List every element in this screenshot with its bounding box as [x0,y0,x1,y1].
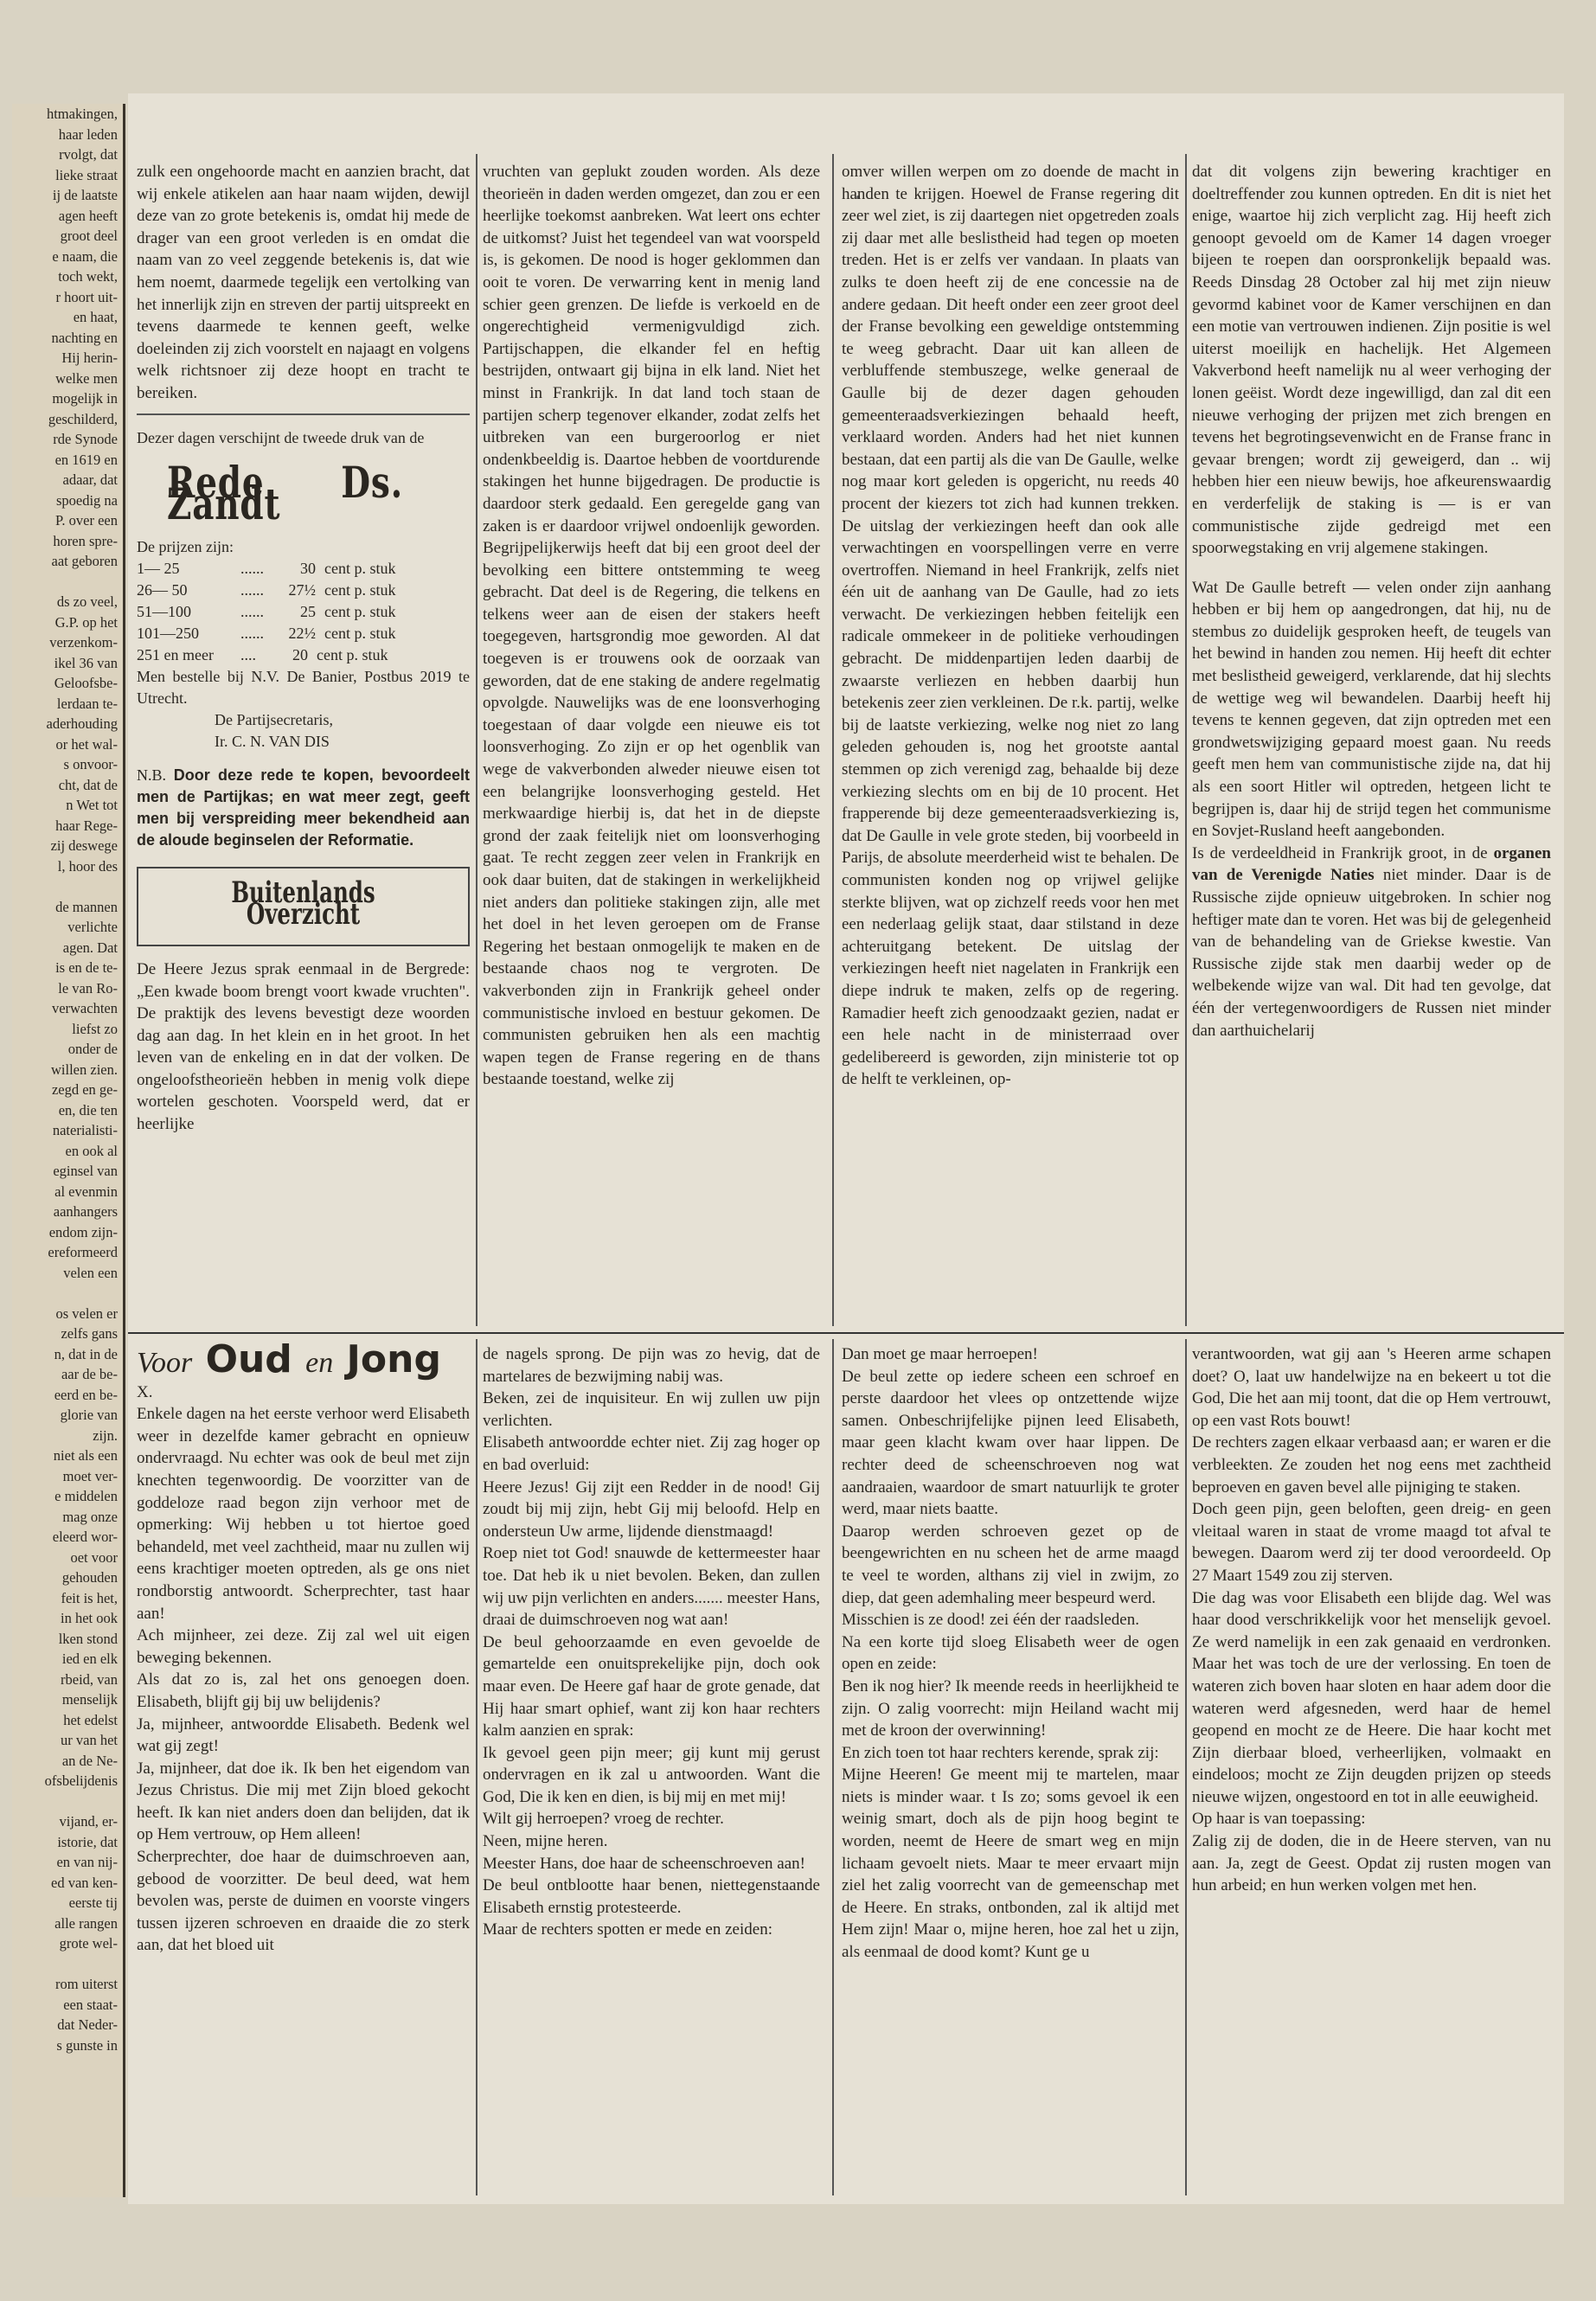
prev-page-line: haar leden [58,125,118,143]
prev-page-line: cht, dat de [58,776,118,793]
prev-page-line: eerste tij [68,1894,118,1911]
prev-page-line: os velen er [55,1304,118,1322]
order-info: Men bestelle bij N.V. De Banier, Postbus 2019 te Utrecht. [137,667,470,707]
bottom-column-1 [137,1337,470,1957]
newspaper-page [128,93,1564,2204]
story-text: verantwoorden, wat gij aan 's Heeren arme schapen doet? O, laat uw handelwijze na en bekeert u tot die God, Die het aan mij toont, dat die op Hem vertrouwt, op een vast Rots bouwt! De rechters zagen elkaar verbaasd aan; er waren er die verbleekten. Ze zouden het nog eens met zachtheid beproeven en gaven bevel alle pijniging te staken. Doch geen pijn, geen beloften, geen dreig- en geen vleitaal waren in staat de vrome maagd tot afval te bewegen. Daarom werd zij ter dood veroordeeld. Op 27 Maart 1549 zou zij sterven. Die dag was voor Elisabeth een blijde dag. Wel was haar dood verschrikkelijk voor het menselijk gevoel. Ze werd namelijk in een zak genaaid en verdronken. Maar het was toch de ure der verlossing. En toen de wateren zich boven haar sloten en haar adem door die wateren werd afgesneden, werd haar de hemel geopend en mocht ze de Heere. Die haar kocht met Zijn dierbaar bloed, verheerlijken, volmaakt en eindeloos; mocht ze Zijn deugden prijzen op steeds nieuwe wijzen, ongestoord en tot in alle eeuwigheid. Op haar is van toepassing: Zalig zij de doden, die in de Heere sterven, van nu aan. Ja, zegt de Geest. Opdat zij rusten mogen van hun arbeid; en hun werken volgen met hen. [1192,1345,1551,1895]
price-row: 101—250 ...... 22½ cent p. stuk [137,624,396,642]
prev-page-line: aar de be- [61,1366,118,1382]
prev-page-line: vijand, er- [59,1813,118,1830]
price-row: 51—100 ...... 25 cent p. stuk [137,602,396,620]
story-text: Enkele dagen na het eerste verhoor werd Elisabeth weer in dezelfde kamer gebracht en opnieuw ondervraagd. Nu echter was ook de beul met zijn knechten tegenwoordig. De voorzitter van de goddeloze raad begon zijn verhoor met de opmerking: Wij hebben u tot hiertoe goed behandeld, met veel zachtheid, maar nu zullen wij eens krachtiger moeten optreden, als ge ons niet rondborstig antwoordt. Scherprechter, tast haar aan! Ach mijnheer, zei deze. Zij zal wel uit eigen beweging bekennen. Als dat zo is, zal het ons genoegen doen. Elisabeth, blijft gij bij uw belijdenis? Ja, mijnheer, antwoordde Elisabeth. Bedenk wel wat gij zegt! Ja, mijnheer, dat doe ik. Ik ben het eigendom van Jezus Christus. Die mij met Zijn bloed gekocht heeft. Ik kan niet anders doen dan belijden, dat ik op Hem vertrouw, op Hem alleen! Scherprechter, doe haar de duimschroeven aan, gebood de voorzitter. De beul deed, wat hem bevolen was, perste de duimen en voorste vingers tussen ijzeren schroeven en draaide die zo sterk aan, dat het bloed uit [137,1405,470,1955]
prev-page-line: moet ver- [62,1467,118,1484]
article-continuation: zulk een ongehoorde macht en aanzien bracht, dat wij enkele atikelen aan haar naam wijden, dewijl deze van zo grote betekenis is, omdat hij mede de drager van een groot verleden is en omdat die naam van zo veel zeggende betekenis is, dat wie hem noemt, daarmede tegelijk een vertolking van het innerlijk zijn en streven der partij uitspreekt en tevens daarmede te kennen geeft, welke doeleinden zij zich voorstelt en najaagt en volgens welk richtsnoer zij deze hoopt en tracht te bereiken. [137,163,470,402]
prev-page-line: zegd en ge- [51,1081,118,1098]
prev-page-line: ofsbelijdenis [44,1772,118,1789]
prev-page-line: verlichte [67,919,118,935]
prev-page-line: aanhangers [53,1203,118,1220]
prev-page-line: agen heeft [58,207,118,224]
prev-page-line: rom uiterst [55,1976,118,1992]
prev-page-line: oet voor [70,1548,118,1566]
prev-page-line: adaar, dat [62,471,118,488]
prev-page-line: glorie van [60,1407,118,1423]
prev-page-line: alle rangen [54,1914,118,1932]
section-title: Buitenlands Overzicht [231,875,375,933]
bottom-column-2 [483,1343,820,1941]
price-row: 1— 25 ...... 30 cent p. stuk [137,559,396,577]
article-text: Wat De Gaulle betreft — velen onder zijn aanhang hebben er bij hem op aangedrongen, dat hij, nu de stembus zo duidelijk gesproken heeft, de teugels van het bewind in handen zou nemen. Hij heeft dit echter met beslistheid geweigerd, verklarende, dat hij slechts de wettige weg wil bewandelen. Daarbij heeft hij tevens te kennen gegeven, dat zijn optreden met een grondwetswijziging gepaard moest gaan. Nu reeds geeft men hem van communistische zijde na, dat hij als een soort Hitler wil optreden, hetgeen licht te begrijpen is, daar hij de strijd tegen het communisme en Sovjet-Rusland heeft aangebonden. [1192,578,1551,841]
prev-page-line: niet als een [53,1447,118,1464]
top-column-2 [483,161,820,1091]
prev-page-line: geschilderd, [48,410,118,427]
prev-page-line: ied en elk [61,1650,118,1667]
nb-note: N.B. Door deze rede te kopen, bevoordeelt men de Partijkas; en wat meer zegt, geeft men bij verspreiding meer bekendheid aan de aloude beginselen der Reformatie. [137,766,470,849]
prev-page-line [12,1954,123,1975]
bottom-column-4 [1192,1343,1551,1897]
column-rule [476,154,478,1326]
prev-page-line: nachting en [51,329,118,346]
feature-title: Voor Oud en Jong [137,1337,441,1381]
prev-page-line: r hoort uit- [55,288,118,305]
prev-page-line: velen een [63,1264,118,1281]
signature: De Partijsecretaris, Ir. C. N. VAN DIS [215,710,333,750]
prev-page-line: grote wel- [59,1935,118,1952]
prev-page-line: het edelst [63,1711,118,1728]
prev-page-line: s gunste in [56,2036,118,2054]
prev-page-line: le van Ro- [58,979,118,997]
column-rule [1185,1339,1187,2195]
prev-page-line: mag onze [62,1508,118,1525]
prev-page-line: verwachten [51,1000,118,1016]
article-text: Is de verdeeldheid in Frankrijk groot, in de organen van de Verenigde Naties niet minder. Daar is de Russische zijde opnieuw uitgebroken. In schier nog heftiger mate dan te voren. Het was bij de gelegenheid van de behandeling van de Griekse kwestie. Van Russische zijde stak men daarbij weder op de welbekende wijze van wal. Dit had ten gevolge, dat één der vertegenwoordigers de Russen niet minder dan aarthuichelarij [1192,843,1551,1040]
chapter-number: X. [137,1382,153,1401]
column-rule [832,1339,834,2195]
prev-page-line: groot deel [60,228,118,244]
prev-page-line: rbeid, van [61,1670,118,1688]
prev-page-line: ur van het [61,1732,118,1748]
prev-page-line: htmakingen, [46,106,118,122]
advertisement [137,427,470,851]
ad-intro: Dezer dagen verschijnt de tweede druk van de [137,428,425,446]
prev-page-line: ed van ken- [51,1874,118,1891]
prev-page-line: lerdaan te- [56,695,118,712]
prev-page-line: istorie, dat [57,1833,118,1850]
prev-page-line: gehouden [61,1569,118,1586]
prices-label: De prijzen zijn: [137,537,234,555]
prev-page-line: ds zo veel, [56,593,118,610]
top-column-1 [137,161,470,1136]
prev-page-line [12,572,123,593]
prev-page-line: rde Synode [53,431,118,447]
prev-page-line: zijn. [93,1426,118,1444]
prev-page-line: en haat, [73,309,118,325]
prev-page-line: G.P. op het [54,613,118,631]
prev-page-line: zij deswege [50,837,118,854]
price-list [137,536,470,709]
column-rule [832,154,834,1326]
prev-page-line: an de Ne- [61,1752,118,1769]
bottom-column-3 [842,1343,1179,1964]
prev-page-line: en ook al [65,1142,118,1159]
prev-page-line: spoedig na [55,491,118,509]
prev-page-line: l, hoor des [57,857,118,875]
prev-page-line: horen spre- [53,532,118,549]
prev-page-line: eleerd wor- [52,1529,118,1545]
prev-page-line: de mannen [55,898,118,915]
prev-page-line: verzenkom- [49,634,118,651]
prev-page-line: en van nij- [56,1854,118,1870]
prev-page-line: Geloofsbe- [54,675,118,691]
prev-page-line: welke men [55,369,118,387]
prev-page-line: lieke straat [55,166,118,183]
top-column-3 [842,161,1179,1091]
column-rule [476,1339,478,2195]
prev-page-line: in het ook [61,1610,118,1626]
prev-page-line: en, die ten [58,1101,118,1118]
prev-page-line: ij de laatste [52,187,118,203]
prev-page-line: menselijk [61,1691,118,1708]
top-column-4 [1192,161,1551,1042]
prev-page-line: toch wekt, [58,268,118,285]
prev-page-line: haar Rege- [55,817,118,834]
price-row: 26— 50 ...... 27½ cent p. stuk [137,580,396,599]
prev-page-line: e naam, die [52,247,118,265]
prev-page-line: P. over een [55,512,118,529]
prev-page-line: onder de [67,1041,118,1057]
prev-page-line: n, dat in de [54,1345,118,1362]
story-text: de nagels sprong. De pijn was zo hevig, dat de martelares de bezwijming nabij was. Beken, zei de inquisiteur. En wij zullen uw pijn verlichten. Elisabeth antwoordde echter niet. Zij zag hoger op en bad overluid: Heere Jezus! Gij zijt een Redder in de nood! Gij zoudt bij mij zijn, hebt Gij mij beloofd. Help en ondersteun Uw arme, lijdende dienstmaagd! Roep niet tot God! snauwde de kettermeester haar toe. Dat heb ik u niet bevolen. Beken, dan zullen wij uw pijn verlichten en anders....... meester Hans, draai de duimschroeven nog wat aan! De beul gehoorzaamde en even gevoelde de gemartelde een onuitsprekelijke pijn, doch ook maar even. De Heere gaf haar de grote genade, dat Hij haar smart ophief, want zij kon haar rechters kalm aanzien en sprak: Ik gevoel geen pijn meer; gij kunt mij gerust ondervragen en ik zal u antwoorden. Want die God, Die ik ken en dien, is bij mij en met mij! Wilt gij herroepen? vroeg de rechter. Neen, mijne heren. Meester Hans, doe haar de scheenschroeven aan! De beul ontblootte haar benen, niettegenstaande Elisabeth ernstig protesteerde. Maar de rechters spotten er mede en zeiden: [483,1345,820,1939]
prev-page-line: lken stond [58,1630,118,1647]
prev-page-line: or het wal- [55,735,118,753]
prev-page-line: mogelijk in [52,390,118,407]
prev-page-line: eginsel van [53,1163,118,1179]
prev-page-line: willen zien. [51,1061,118,1078]
prev-page-line: naterialisti- [52,1122,118,1138]
prev-page-line [12,1791,123,1812]
prev-page-line: een staat- [63,1996,118,2013]
prev-page-line: Hij herin- [61,349,118,366]
column-rule [1185,154,1187,1326]
overview-intro: De Heere Jezus sprak eenmaal in de Bergrede: „Een kwade boom brengt voort kwade vruchten". De praktijk des levens bevestigt deze woorden dag aan dag. In het klein en in het groot. In het leven van de enkeling en in dat der volken. De ongeloofstheorieën hebben in menig volk diepe wortelen geschoten. Voorspeld werd, dat er heerlijke [137,959,470,1134]
prev-page-line [12,876,123,897]
prev-page-line: rvolgt, dat [59,146,118,163]
prev-page-line [12,1283,123,1304]
prev-page-line: en 1619 en [54,451,118,468]
prev-page-line: e middelen [54,1488,118,1504]
prev-page-line: liefst zo [72,1020,118,1037]
prev-page-line: aat geboren [51,553,118,569]
prev-page-line: aderhouding [46,715,118,732]
prev-page-line: s onvoor- [63,756,118,772]
prev-page-line: agen. Dat [62,939,118,956]
prev-page-line: ereformeerd [48,1244,118,1260]
article-text: dat dit volgens zijn bewering krachtiger en doeltreffender zou kunnen optreden. En dit is niet het enige, waartoe hij zich verplicht zag. Hij heeft zich genoopt gevoeld om de Kamer 14 dagen vroeger bijeen te roepen dan oorspronkelijk bepaald was. Reeds Dinsdag 28 October zal hij met zijn nieuw gevormd kabinet voor de Kamer verschijnen en dan een motie van vertrouwen indienen. Zijn positie is wel uiterst moeilijk en hachelijk. Het Algemeen Vakverbond heeft namelijk nu al weer verhoging der lonen geëist. Wordt deze ingewilligd, dan zal dit een nieuwe verhoging der prijzen met zich brengen en tevens het begrotingsevenwicht en de Franse franc in gevaar brengen; wordt zij geweigerd, dan .. wij hebben hier een nieuw bewijs, hoe afkeurenswaardig en verderfelijk de staking is — is er van communistische zijde gedreigd met een spoorwegstaking en vrij algemene stakingen. [1192,163,1551,558]
prev-page-line: zelfs gans [61,1325,118,1342]
previous-page-edge [12,104,125,2197]
article-text: vruchten van geplukt zouden worden. Als deze theorieën in daden werden omgezet, dan zou er een heerlijke toekomst aanbreken. Wat leert ons echter de uitkomst? Juist het tegendeel van wat voorspeld is, is gekomen. De nood is hoger geklommen dan ooit te voren. De verwarring kent in menig land schier geen grenzen. De liefde is verkoeld en de ongerechtigheid vermenigvuldigd zich. Partijschappen, die elkander fel en heftig bestrijden, ontwaart gij bijna in elk land. Niet het minst in Frankrijk. In dat land toch staan de partijen scherp tegenover elkander, zodat zelfs het uitbreken van een burgeroorlog er niet ondenkbeeldig is. Daartoe hebben de voortdurende stakingen het hunne bijgedragen. De productie is daardoor sterk gedaald. Een geregelde gang van zaken is er daardoor vrijwel ondoenlijk geworden. Begrijpelijkerwijs heeft dat bij een groot deel der bevolking een bittere ontstemming te weeg gebracht. Dat deel is de Regering, die telkens en telkens weer aan de eisen der stakers heeft toegegeven, hartsgrondig moe geworden. Al dat toegeven is er trouwens ook de oorzaak van geworden, dat de ene staking de andere regelmatig opvolgde. Nauwelijks was de ene loonsverhoging toegestaan of daar volgde een nieuwe eis tot loonsverhoging. Zo zijn er op het ogenblik van wege de vakverbonden alweder nieuwe eisen tot een belangrijke loonsverhoging gesteld. Het merkwaardige hierbij is, dat het in de diepste grond der zaak feitelijk niet om loonsverhoging gaat. Te recht zeggen zeer velen in Frankrijk en ook daar buiten, dat de stakingen in werkelijkheid niet anders dan politieke stakingen zijn, alle met het doel in het leven geroepen om de Franse Regering het bestaan onmogelijk te maken en de bestaande chaos nog te vergroten. De vakverbonden zijn in Frankrijk geheel onder communistische invloed en bestuur gekomen. De communisten gebruiken hen als een machtig wapen tegen de Franse regering en de thans bestaande toestand, welke zij [483,163,820,1089]
price-row: 251 en meer .... 20 cent p. stuk [137,645,388,663]
article-text: omver willen werpen om zo doende de macht in handen te krijgen. Hoewel de Franse regering dit zeer wel ziet, is zij daartegen niet opgetreden zoals zij daar met alle beslistheid had tegen op moeten treden. Het is er zelfs ver vandaan. In plaats van zulks te doen heeft zij de ene concessie na de andere gedaan. Dit heeft onder een zeer groot deel der Franse bevolking een geweldige ontstemming te weeg gebracht. Daar uit kan alleen de verbluffende stembuszege, welke generaal de Gaulle bij de dezer dagen gehouden gemeenteraadsverkiezingen behaald heeft, verklaard worden. Anders had het niet kunnen bestaan, dat een partij als die van De Gaulle, welke nog maar kort geleden is opgericht, nu reeds 40 procent der kiezers tot zich had kunnen trekken. De uitslag der verkiezingen heeft dan ook alle verwachtingen en voorspellingen verre en verre overtroffen. Niemand in heel Frankrijk, zelfs niet één uit de aanhang van De Gaulle, had zo iets verwacht. De verkiezingen hebben feitelijk een radicale ommekeer in de politieke verhoudingen gebracht. De middenpartijen leden daarbij de zwaarste verliezen en hebben daarbij hun betekenis zeer zien verkleinen. De r.k. partij, welke bij de laatste verkiezing, welke nog niet zo lang geleden gehouden is, nog het grootste aantal stemmen op zich verenigd zag, behaalde bij deze verkiezing slechts om en bij de 10 procent. Het frapperende bij deze gemeenteraadsverkiezing is, dat De Gaulle in vele grote steden, bij voorbeeld in Parijs, de absolute meerderheid wist te behalen. De communisten konden nog op vrijwel gelijke sterkte blijven, wat op zichzelf reeds voor hen met een nederlaag gelijk staat, daar stilstand in deze achteruitgang betekent. De uitslag der verkiezingen heeft niet nagelaten in Frankrijk een diepe indruk te maken, zelfs op de regering. Ramadier heeft zich genoodzaakt gezien, nadat er een hele nacht in de ministerraad over gedelibereerd is geworden, zijn ministerie tot op de helft te verkleinen, op- [842,163,1179,1089]
prev-page-line: dat Neder- [57,2016,118,2033]
ad-divider [137,413,470,415]
prev-page-line: al evenmin [54,1183,118,1200]
prev-page-line: eerd en be- [54,1386,118,1403]
prev-page-line: endom zijn- [48,1223,118,1240]
ad-title: Rede Ds. Zandt [167,456,403,530]
prev-page-line: ikel 36 van [54,654,118,671]
prev-page-line: is en de te- [55,959,118,976]
section-divider [128,1332,1564,1334]
prev-page-line: feit is het, [61,1589,118,1606]
story-text: Dan moet ge maar herroepen! De beul zette op iedere scheen een schroef en perste daardoor het vlees op ontzettende wijze samen. Onbeschrijfelijke pijnen leed Elisabeth, maar geen klacht kwam over haar lippen. De rechter deed de scheenschroeven nog wat aandraaien, waardoor de smart natuurlijk te groter werd, maar niets baatte. Daarop werden schroeven gezet op de beengewrichten en nu scheen het de arme maagd te veel te worden, althans zij viel in zwijm, zo diep, dat geen ademhaling meer bespeurd werd. Misschien is ze dood! zei één der raadsleden. Na een korte tijd sloeg Elisabeth weer de ogen open en zeide: Ben ik nog hier? Ik meende reeds in heerlijkheid te zijn. O zalig voorrecht: mijn Heiland wacht mij met de kroon der overwinning! En zich toen tot haar rechters kerende, sprak zij: Mijne Heeren! Ge meent mij te martelen, maar niets is minder waar. t Is zo; soms gevoel ik een weinig smart, doch als de pijn hoog begint te worden, neemt de Heere de smart weg en mijn lichaam gevoelt niets. Maar te meer ervaart mijn ziel het zalig voorrecht van de gemeenschap met de Heere. En straks, ontbonden, zal ik altijd met Hem zijn! Maar o, mijne heren, hoe zal het u zijn, als eenmaal de dood komt? Kunt ge u [842,1345,1179,1962]
prev-page-line: n Wet tot [66,797,118,813]
section-title-box [137,867,470,946]
